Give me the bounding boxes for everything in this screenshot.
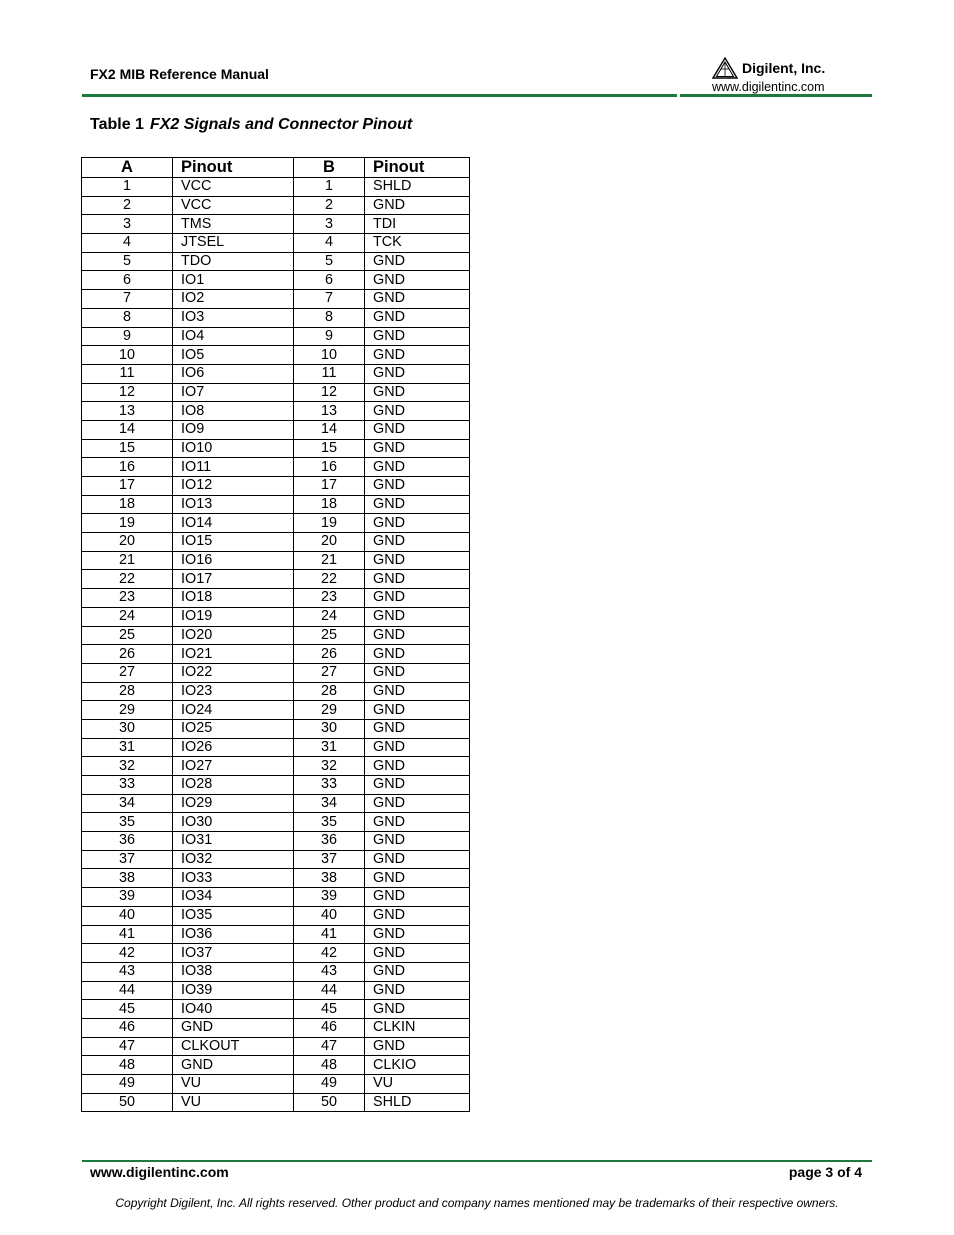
pin-a-signal: IO5 [173,346,294,365]
pin-a-number: 5 [82,252,173,271]
pin-b-number: 34 [294,794,365,813]
pin-a-signal: IO17 [173,570,294,589]
pin-b-signal: GND [365,271,470,290]
table-header-row [82,158,470,178]
footer-website: www.digilentinc.com [90,1164,229,1180]
pin-b-signal: GND [365,551,470,570]
pin-b-signal: GND [365,850,470,869]
table-row [82,215,470,234]
pin-a-signal: IO6 [173,364,294,383]
pin-a-number: 44 [82,981,173,1000]
pin-b-number: 45 [294,1000,365,1019]
pin-a-number: 27 [82,663,173,682]
table-row [82,738,470,757]
pin-a-signal: IO2 [173,290,294,309]
document-title: FX2 MIB Reference Manual [90,66,269,82]
pin-b-signal: GND [365,906,470,925]
pin-b-number: 17 [294,477,365,496]
pin-b-signal: GND [365,402,470,421]
pin-b-number: 24 [294,607,365,626]
pin-b-number: 4 [294,234,365,253]
pin-b-number: 6 [294,271,365,290]
pin-a-signal: IO40 [173,1000,294,1019]
pin-a-signal: IO23 [173,682,294,701]
table-row [82,794,470,813]
pin-b-number: 26 [294,645,365,664]
pin-b-signal: GND [365,944,470,963]
pin-b-number: 19 [294,514,365,533]
pin-a-signal: VCC [173,178,294,197]
pin-a-number: 8 [82,308,173,327]
pin-a-number: 13 [82,402,173,421]
pin-a-signal: IO8 [173,402,294,421]
pin-a-number: 33 [82,776,173,795]
pin-b-number: 48 [294,1056,365,1075]
pin-a-signal: IO15 [173,533,294,552]
pin-a-signal: IO18 [173,589,294,608]
table-caption-label: Table 1 [90,116,144,133]
pin-a-signal: IO37 [173,944,294,963]
table-row [82,514,470,533]
table-row [82,458,470,477]
pin-a-signal: IO24 [173,701,294,720]
pin-b-number: 20 [294,533,365,552]
pin-b-number: 39 [294,888,365,907]
pin-b-number: 16 [294,458,365,477]
table-row [82,1056,470,1075]
pin-a-signal: IO9 [173,420,294,439]
table-row [82,196,470,215]
column-header-b: B [294,158,365,178]
table-row [82,346,470,365]
pin-a-signal: IO27 [173,757,294,776]
table-row [82,645,470,664]
pin-b-number: 8 [294,308,365,327]
pin-a-number: 11 [82,364,173,383]
pinout-table [81,157,470,1112]
pin-a-signal: IO26 [173,738,294,757]
pin-b-signal: GND [365,663,470,682]
pin-a-number: 37 [82,850,173,869]
pin-b-signal: SHLD [365,1093,470,1112]
pin-a-signal: IO20 [173,626,294,645]
pin-a-signal: IO35 [173,906,294,925]
pin-a-number: 31 [82,738,173,757]
pin-b-number: 9 [294,327,365,346]
table-row [82,327,470,346]
pin-a-number: 39 [82,888,173,907]
table-row [82,1000,470,1019]
pin-a-number: 19 [82,514,173,533]
pin-a-signal: IO12 [173,477,294,496]
pin-b-number: 10 [294,346,365,365]
pin-a-number: 38 [82,869,173,888]
pin-a-number: 14 [82,420,173,439]
pin-a-number: 7 [82,290,173,309]
table-row [82,962,470,981]
pin-b-signal: GND [365,514,470,533]
table-row [82,776,470,795]
pin-a-signal: IO28 [173,776,294,795]
pin-b-signal: GND [365,477,470,496]
pin-a-number: 49 [82,1075,173,1094]
pin-b-number: 42 [294,944,365,963]
pin-a-signal: IO4 [173,327,294,346]
pin-a-number: 25 [82,626,173,645]
pin-a-number: 47 [82,1037,173,1056]
header-divider-right [680,94,872,97]
table-row [82,719,470,738]
table-row [82,1018,470,1037]
pin-a-number: 6 [82,271,173,290]
pin-a-signal: VCC [173,196,294,215]
table-caption [90,116,412,134]
pin-a-number: 16 [82,458,173,477]
pin-a-number: 17 [82,477,173,496]
table-row [82,290,470,309]
table-row [82,477,470,496]
pin-b-number: 7 [294,290,365,309]
pin-b-signal: GND [365,981,470,1000]
pin-b-number: 32 [294,757,365,776]
pin-a-number: 36 [82,832,173,851]
table-row [82,607,470,626]
table-row [82,888,470,907]
pin-a-signal: IO25 [173,719,294,738]
table-row [82,1093,470,1112]
pin-a-number: 40 [82,906,173,925]
pin-b-signal: GND [365,776,470,795]
pin-b-signal: GND [365,682,470,701]
pin-a-number: 24 [82,607,173,626]
pin-a-signal: IO19 [173,607,294,626]
pin-a-signal: TMS [173,215,294,234]
pin-a-signal: IO1 [173,271,294,290]
pin-b-signal: GND [365,832,470,851]
pin-a-number: 43 [82,962,173,981]
pin-b-signal: GND [365,290,470,309]
pin-b-signal: GND [365,869,470,888]
table-row [82,1075,470,1094]
pin-a-signal: CLKOUT [173,1037,294,1056]
pin-a-number: 15 [82,439,173,458]
table-row [82,420,470,439]
pin-b-signal: GND [365,308,470,327]
pin-b-signal: GND [365,364,470,383]
table-row [82,364,470,383]
pin-a-number: 45 [82,1000,173,1019]
pin-b-signal: GND [365,813,470,832]
pin-b-number: 3 [294,215,365,234]
table-row [82,551,470,570]
pin-b-signal: VU [365,1075,470,1094]
table-row [82,944,470,963]
pin-b-signal: GND [365,495,470,514]
footer-divider [82,1160,872,1162]
pin-b-signal: GND [365,738,470,757]
table-row [82,234,470,253]
table-row [82,850,470,869]
pin-b-signal: GND [365,533,470,552]
pin-a-number: 42 [82,944,173,963]
pin-b-signal: GND [365,252,470,271]
pin-b-number: 35 [294,813,365,832]
header-divider-left [82,94,677,97]
pin-b-signal: GND [365,589,470,608]
pin-a-number: 26 [82,645,173,664]
pin-b-signal: TCK [365,234,470,253]
pin-a-number: 30 [82,719,173,738]
pin-b-signal: GND [365,719,470,738]
column-header-pinout-a: Pinout [173,158,294,178]
pin-b-signal: GND [365,1037,470,1056]
table-row [82,701,470,720]
pin-a-signal: IO13 [173,495,294,514]
pin-b-number: 38 [294,869,365,888]
pin-b-number: 25 [294,626,365,645]
pin-a-number: 21 [82,551,173,570]
table-row [82,495,470,514]
pin-b-number: 31 [294,738,365,757]
digilent-triangle-logo-icon [712,57,738,79]
table-row [82,1037,470,1056]
pin-a-number: 3 [82,215,173,234]
pin-a-signal: JTSEL [173,234,294,253]
pin-a-number: 4 [82,234,173,253]
pin-b-signal: GND [365,458,470,477]
pin-b-signal: SHLD [365,178,470,197]
pin-b-number: 22 [294,570,365,589]
pin-a-signal: IO7 [173,383,294,402]
pin-b-signal: GND [365,383,470,402]
pin-a-number: 46 [82,1018,173,1037]
pin-a-number: 34 [82,794,173,813]
pin-b-number: 15 [294,439,365,458]
pin-b-number: 49 [294,1075,365,1094]
pin-a-number: 18 [82,495,173,514]
pin-a-signal: TDO [173,252,294,271]
company-logo [712,57,872,94]
pin-b-signal: GND [365,607,470,626]
pin-b-number: 2 [294,196,365,215]
pin-a-number: 10 [82,346,173,365]
pin-b-signal: CLKIO [365,1056,470,1075]
pin-b-number: 21 [294,551,365,570]
pin-b-number: 37 [294,850,365,869]
pin-b-number: 33 [294,776,365,795]
table-row [82,533,470,552]
table-row [82,682,470,701]
table-row [82,252,470,271]
pin-a-number: 48 [82,1056,173,1075]
page-number: page 3 of 4 [788,1164,862,1180]
pin-b-number: 28 [294,682,365,701]
table-row [82,589,470,608]
pin-a-signal: IO33 [173,869,294,888]
pin-a-signal: IO31 [173,832,294,851]
pin-a-signal: IO21 [173,645,294,664]
table-row [82,869,470,888]
pin-a-signal: VU [173,1093,294,1112]
table-row [82,626,470,645]
pin-a-signal: IO16 [173,551,294,570]
pin-b-signal: GND [365,794,470,813]
pin-b-signal: GND [365,888,470,907]
pin-a-signal: IO30 [173,813,294,832]
pin-b-number: 30 [294,719,365,738]
pin-b-number: 5 [294,252,365,271]
pin-b-signal: GND [365,439,470,458]
pin-a-signal: IO39 [173,981,294,1000]
pin-a-number: 1 [82,178,173,197]
pin-a-number: 50 [82,1093,173,1112]
pin-a-signal: VU [173,1075,294,1094]
table-row [82,813,470,832]
pin-b-signal: GND [365,420,470,439]
pin-b-number: 44 [294,981,365,1000]
pin-b-signal: GND [365,626,470,645]
pin-b-number: 36 [294,832,365,851]
column-header-a: A [82,158,173,178]
pin-b-number: 47 [294,1037,365,1056]
table-row [82,439,470,458]
table-row [82,271,470,290]
pin-b-signal: GND [365,645,470,664]
table-row [82,663,470,682]
table-row [82,570,470,589]
pin-a-signal: IO22 [173,663,294,682]
table-row [82,178,470,197]
company-name: Digilent, Inc. [742,60,826,76]
pin-a-number: 29 [82,701,173,720]
pin-b-number: 12 [294,383,365,402]
pin-a-number: 9 [82,327,173,346]
pin-a-number: 28 [82,682,173,701]
table-row [82,383,470,402]
pin-b-number: 11 [294,364,365,383]
pin-a-signal: IO11 [173,458,294,477]
header-website: www.digilentinc.com [712,80,825,94]
table-row [82,402,470,421]
pin-b-number: 23 [294,589,365,608]
table-caption-title: FX2 Signals and Connector Pinout [149,116,413,133]
pin-a-signal: IO38 [173,962,294,981]
pin-b-number: 13 [294,402,365,421]
pin-b-signal: GND [365,1000,470,1019]
pinout-table-body [82,178,470,1112]
pin-a-signal: IO34 [173,888,294,907]
pin-b-number: 27 [294,663,365,682]
pin-b-number: 40 [294,906,365,925]
pin-a-number: 23 [82,589,173,608]
pin-b-signal: GND [365,196,470,215]
pin-b-signal: GND [365,570,470,589]
pin-b-number: 1 [294,178,365,197]
pin-a-number: 2 [82,196,173,215]
pin-b-signal: CLKIN [365,1018,470,1037]
pin-a-number: 12 [82,383,173,402]
pin-a-signal: IO29 [173,794,294,813]
pin-a-signal: GND [173,1018,294,1037]
pin-b-signal: GND [365,327,470,346]
column-header-pinout-b: Pinout [365,158,470,178]
pin-b-number: 18 [294,495,365,514]
pin-a-number: 22 [82,570,173,589]
pin-b-signal: GND [365,962,470,981]
pin-a-number: 41 [82,925,173,944]
pin-b-number: 43 [294,962,365,981]
pin-b-number: 14 [294,420,365,439]
copyright-notice: Copyright Digilent, Inc. All rights reserved. Other product and company names mentioned may be trademarks of their respective owners. [115,1196,839,1210]
pin-b-signal: GND [365,757,470,776]
pin-a-signal: IO10 [173,439,294,458]
pin-b-number: 50 [294,1093,365,1112]
table-row [82,832,470,851]
pin-b-signal: GND [365,925,470,944]
pin-b-number: 41 [294,925,365,944]
table-row [82,981,470,1000]
pin-a-signal: IO36 [173,925,294,944]
pin-a-number: 35 [82,813,173,832]
pin-a-signal: IO32 [173,850,294,869]
pin-a-signal: GND [173,1056,294,1075]
pin-a-signal: IO14 [173,514,294,533]
table-row [82,308,470,327]
table-row [82,906,470,925]
pin-b-signal: TDI [365,215,470,234]
pin-a-signal: IO3 [173,308,294,327]
pin-b-signal: GND [365,701,470,720]
table-row [82,757,470,776]
pin-b-number: 29 [294,701,365,720]
pin-b-signal: GND [365,346,470,365]
pin-a-number: 32 [82,757,173,776]
table-row [82,925,470,944]
pin-b-number: 46 [294,1018,365,1037]
pin-a-number: 20 [82,533,173,552]
